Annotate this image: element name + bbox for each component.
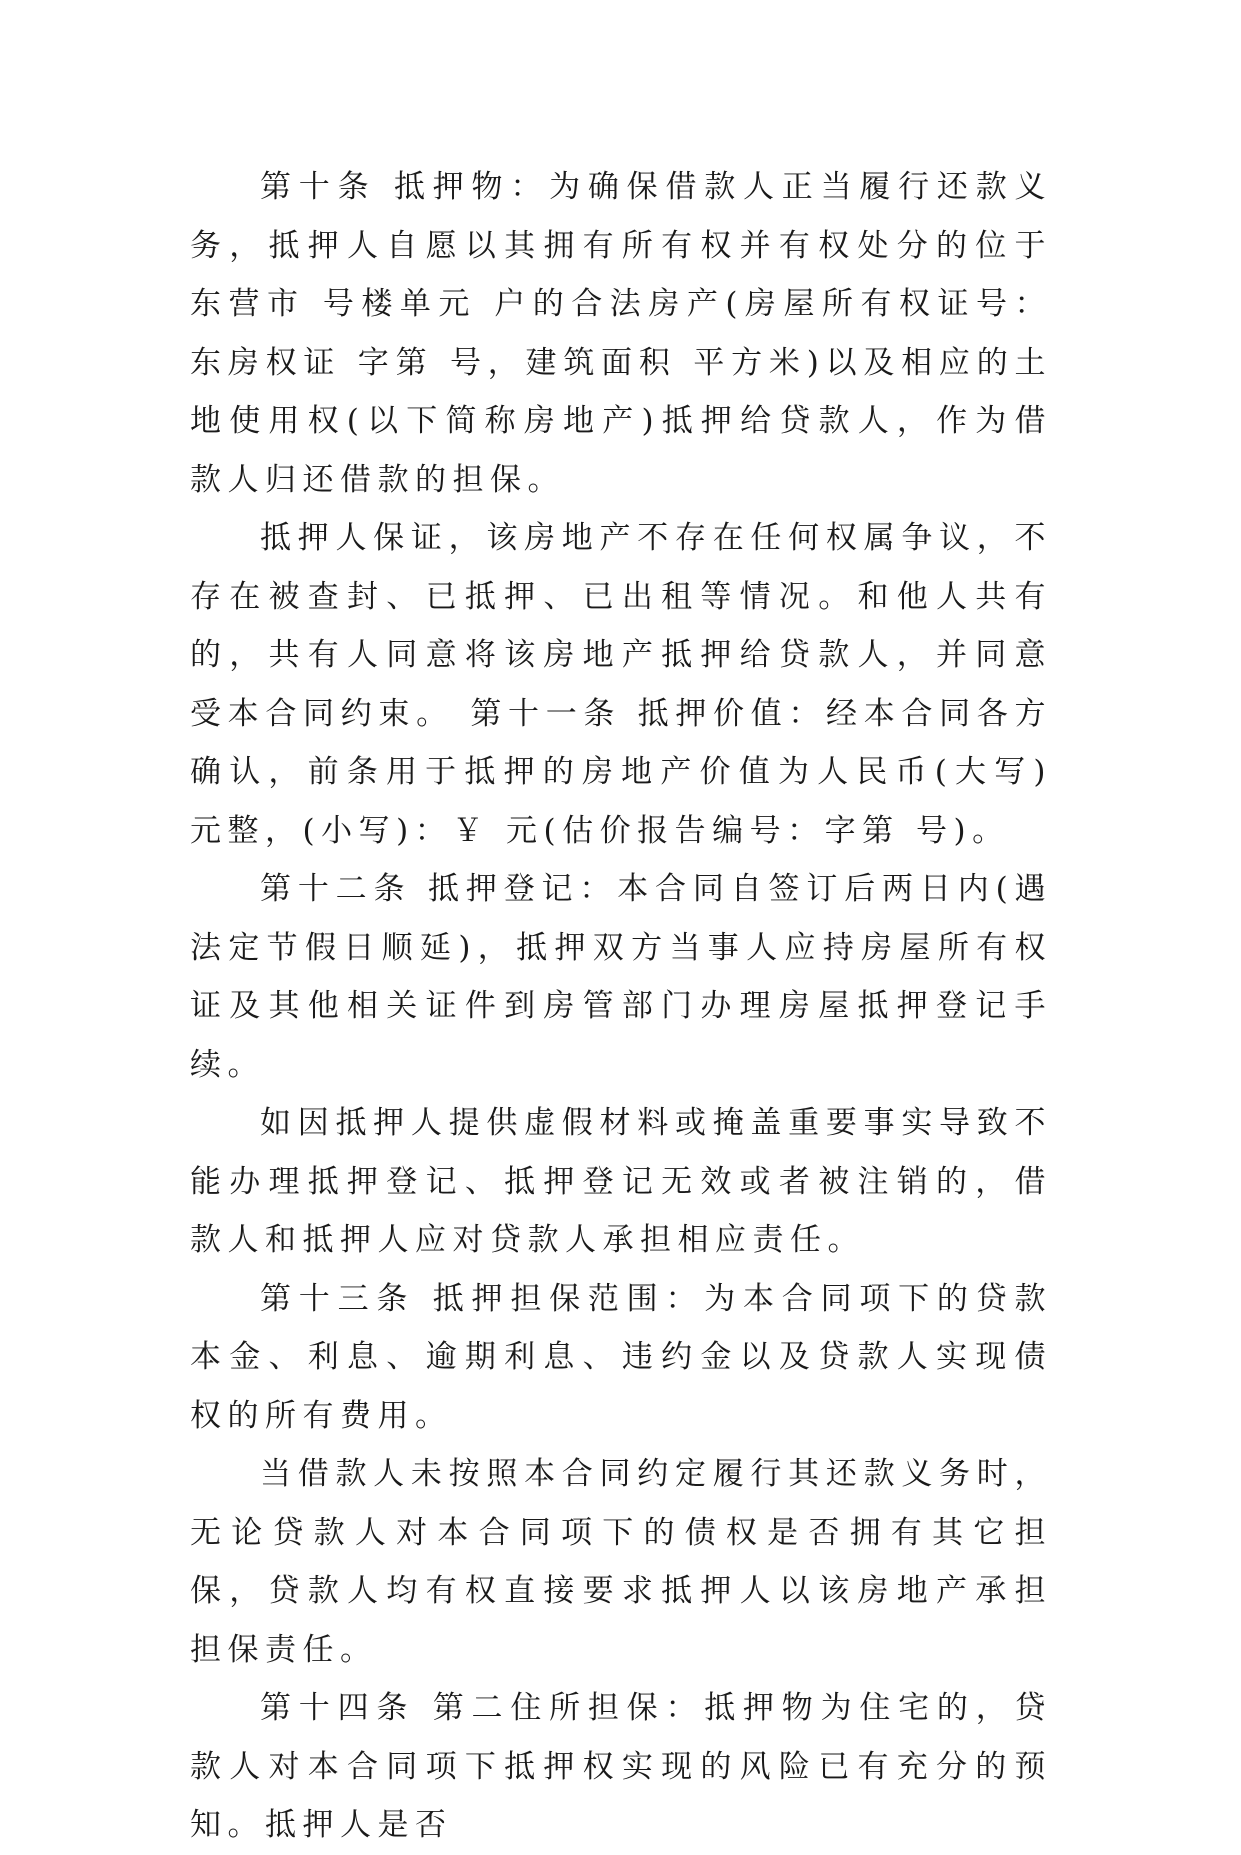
document-body [190,158,1052,1855]
paragraph-article-13: 第十三条 抵押担保范围：为本合同项下的贷款本金、利息、逾期利息、违约金以及贷款人实现债权的所有费用。 [190,1280,1052,1434]
paragraph-registration-liability: 如因抵押人提供虚假材料或掩盖重要事实导致不能办理抵押登记、抵押登记无效或者被注销的，借款人和抵押人应对贷款人承担相应责任。 [190,1105,1052,1258]
paragraph-article-10: 第十条 抵押物：为确保借款人正当履行还款义务，抵押人自愿以其拥有所有权并有权处分的位于东营市 号楼单元 户的合法房产(房屋所有权证号：东房权证 字第 号，建筑面积 平方米)以及相应的土地使用权(以下简称房地产)抵押给贷款人，作为借款人归还借款的担保。 [190,169,1052,498]
paragraph-guarantee-and-article-11: 抵押人保证，该房地产不存在任何权属争议，不存在被查封、已抵押、已出租等情况。和他人共有的，共有人同意将该房地产抵押给贷款人，并同意受本合同约束。 第十一条 抵押价值：经本合同各方确认，前条用于抵押的房地产价值为人民币(大写) 元整，(小写)：￥ 元(估价报告编号：字第 号)。 [190,520,1052,849]
paragraph-direct-claim: 当借款人未按照本合同约定履行其还款义务时，无论贷款人对本合同项下的债权是否拥有其它担保，贷款人均有权直接要求抵押人以该房地产承担担保责任。 [190,1456,1052,1668]
paragraph-article-14: 第十四条 第二住所担保：抵押物为住宅的，贷款人对本合同项下抵押权实现的风险已有充分的预知。抵押人是否 [190,1690,1052,1843]
paragraph-article-12: 第十二条 抵押登记：本合同自签订后两日内(遇法定节假日顺延)，抵押双方当事人应持房屋所有权证及其他相关证件到房管部门办理房屋抵押登记手续。 [190,871,1052,1083]
